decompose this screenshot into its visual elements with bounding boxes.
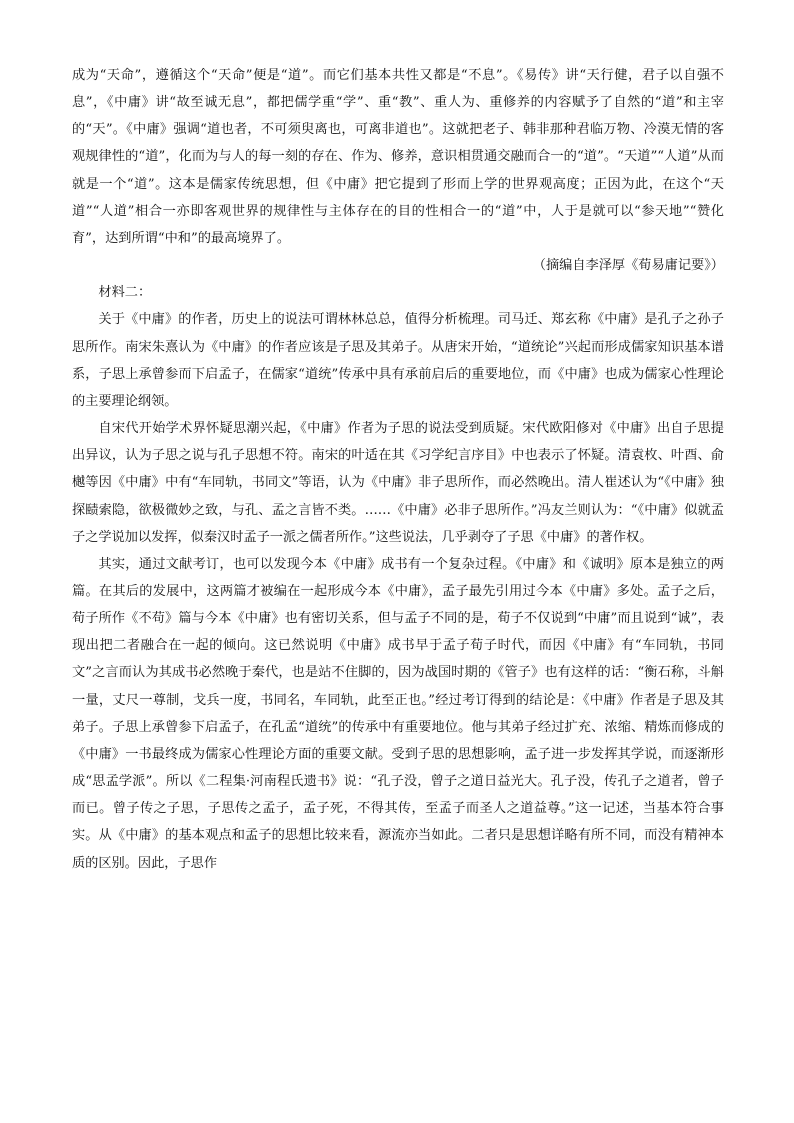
paragraph-1: 关于《中庸》的作者，历史上的说法可谓林林总总，值得分析梳理。司马迁、郑玄称《中庸》是孔子之孙子思所作。南宋朱熹认为《中庸》的作者应该是子思及其弟子。从唐宋开始，“道统论”兴起而形成儒家知识基本谱系，子思上承曾参而下启孟子，在儒家“道统”传承中具有承前启后的重要地位，而《中庸》也成为儒家心性理论的主要理论纲领。 [72,312,724,409]
section-label-material-two: 材料二： [98,285,152,301]
source-citation: （摘编自李泽厚《荀易庸记要》） [532,258,724,274]
paragraph-2: 自宋代开始学术界怀疑思潮兴起，《中庸》作者为子思的说法受到质疑。宋代欧阳修对《中庸》出自子思提出异议，认为子思之说与孔子思想不符。南宋的叶适在其《习学纪言序目》中也表示了怀疑。清袁枚、叶酉、俞樾等因《中庸》中有“车同轨，书同文”等语，认为《中庸》非子思所作，而必然晚出。清人崔述认为“《中庸》独探赜索隐，欲极微妙之致，与孔、孟之言皆不类。……《中庸》必非子思所作。”冯友兰则认为：“《中庸》似就孟子之学说加以发挥，似秦汉时孟子一派之儒者所作。”这些说法，几乎剥夺了子思《中庸》的著作权。 [72,421,724,545]
paragraph-3: 其实，通过文献考订，也可以发现今本《中庸》成书有一个复杂过程。《中庸》和《诚明》原本是独立的两篇。在其后的发展中，这两篇才被编在一起形成今本《中庸》，孟子最先引用过今本《中庸》多处。孟子之后，荀子所作《不苟》篇与今本《中庸》也有密切关系，但与孟子不同的是，荀子不仅说到“中庸”而且说到“诚”，表现出把二者融合在一起的倾向。这已然说明《中庸》成书早于孟子荀子时代，而因《中庸》有“车同轨，书同文”之言而认为其成书必然晚于秦代，也是站不住脚的，因为战国时期的《管子》也有这样的话：“衡石称，斗斛一量，丈尺一尊制，戈兵一度，书同名，车同轨，此至正也。”经过考订得到的结论是：《中庸》作者是子思及其弟子。子思上承曾参下启孟子，在孔孟“道统”的传承中有重要地位。他与其弟子经过扩充、浓缩、精炼而修成的《中庸》一书最终成为儒家心性理论方面的重要文献。受到子思的思想影响，孟子进一步发挥其学说，而逐渐形成“思孟学派”。所以《二程集·河南程氏遗书》说：“孔子没，曾子之道日益光大。孔子没，传孔子之道者，曾子而已。曾子传之子思，子思传之孟子，孟子死，不得其传，至孟子而圣人之道益尊。”这一记述，当基本符合事实。从《中庸》的基本观点和孟子的思想比较来看，源流亦当如此。二者只是思想详略有所不同，而没有精神本质的区别。因此，子思作 [72,556,724,871]
paragraph-material-one-end: 成为“天命”，遵循这个“天命”便是“道”。而它们基本共性又都是“不息”。《易传》讲“天行健，君子以自强不息”，《中庸》讲“故至诚无息”，都把儒学重“学”、重“教”、重人为、重修养的内容赋予了自然的“道”和主宰的“天”。《中庸》强调“道也者，不可须臾离也，可离非道也”。这就把老子、韩非那种君临万物、冷漠无情的客观规律性的“道”，化而为与人的每一刻的存在、作为、修养，意识相贯通交融而合一的“道”。“天道”“人道”从而就是一个“道”。这本是儒家传统思想，但《中庸》把它提到了形而上学的世界观高度；正因为此，在这个“天道”“人道”相合一亦即客观世界的规律性与主体存在的目的性相合一的“道”中，人于是就可以“参天地”“赞化育”，达到所谓“中和”的最高境界了。 [72,68,724,246]
document-page [72,62,724,877]
